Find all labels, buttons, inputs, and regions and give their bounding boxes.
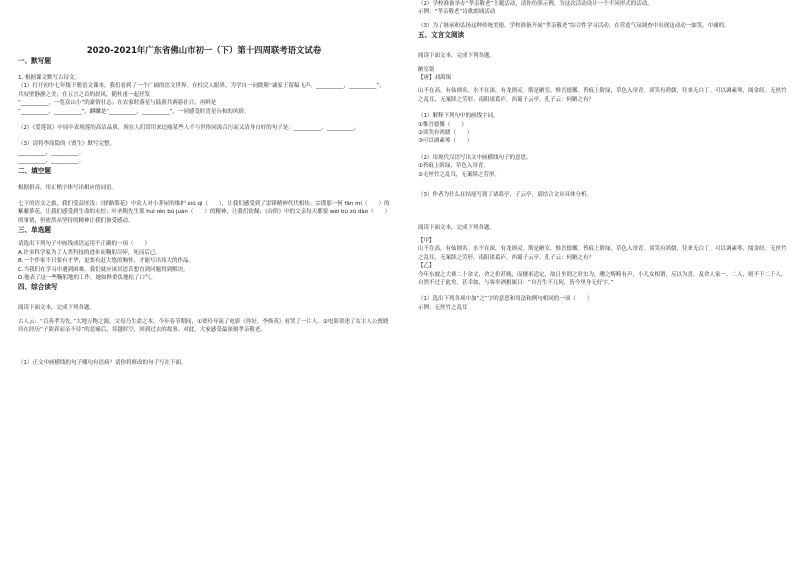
section-heading: 二、填空题 — [18, 166, 51, 175]
spacer — [418, 212, 790, 224]
paragraph: （2）学校准备举办“孝亲敬老”主题活动，请你仿照示例，为这次活动设计一个不同形式的活动。 — [418, 1, 653, 7]
paragraph: 【乙】 — [418, 263, 435, 270]
spacer — [18, 132, 390, 140]
paragraph: “__________，一览众山小”的豪情壮志；在农家时落星与陆游共赛游社日，再鲜是 — [18, 100, 217, 107]
spacer — [418, 104, 790, 112]
paragraph: （3）作者为什么在结尾写到了诸葛亭、子云亭，请结合文章具体分析。 — [418, 192, 593, 199]
paragraph: A.许多科学家为了人类科技的进步而鞠躬尽瘁，死而后已。 — [18, 249, 161, 256]
spacer — [18, 116, 390, 124]
paragraph: ①苔痕上阶绿，草色入帘青。 — [418, 163, 489, 170]
paragraph: 七下的语文之旅，我们受益匪浅：《驿路梨花》中众人对小茅屋的维护 xiū qì（ ），让我们感受到了雷锋精神代代相传；宗璞那一何 fān mí（ ）的紫藤萝花，让我们感受到生命的永恒；叶圣陶先生那 huì rén bù juàn（ ）的精神，让我们钦佩；《台阶》中的父亲每天都要 wèi bù zú dào（ ）的事情，但依然从坚持的精神让我们备受感动。 — [18, 201, 390, 224]
spacer — [18, 347, 390, 359]
spacer — [18, 335, 390, 347]
paragraph: （1）打开初中七年级下册语文课本，我们看到了一个广阔的语文世界。在杜浣人眼界，为学自一同耽哳“诚家王留稿飞声。__________，__________”，共叹壁静静之美；在五言之首的晨风，随杜甫一起抒发 — [18, 83, 385, 98]
paragraph: 示例：“孝亲敬老”诗歌朗诵活动 — [418, 9, 496, 16]
paragraph: 请选出下列句子中画线成语运用不正确的一项（ ） — [18, 241, 151, 248]
spacer — [18, 176, 390, 184]
paragraph: ③可以调素琴（ ） — [418, 138, 473, 145]
spacer — [418, 40, 790, 52]
paragraph: 阅读下面文本，完成下列各题。 — [18, 305, 96, 312]
paragraph: 古人云：“百善孝为先。”大地万物之源，父母乃生命之本。今年春节期间，①贾玲导演了电影《你好，李焕英》看哭了一片人。②电影讲述了女主人公贾晓玲在经历“子欲养而亲不待”的悲痛后，穿越时空，回到过去的故事。对此，大家感受最深刻孝亲敬老。 — [18, 318, 389, 334]
paragraph: 今年东坡之大赛二十余丈，舍之价甚贱，而楼米适定，故日坐谓之时虫为，曙之畴畴有声，小儿女相谓，反以为喜。及舍人家一、二人，则不下二千人，自然不过于此矣。甚幸如，与客举酒相属日：“自吾生不几何，皆今里身无好字。” — [418, 271, 787, 286]
section-heading: 三、单选题 — [18, 226, 51, 235]
paragraph: 【甲】 — [418, 237, 435, 244]
paragraph: （1）解释下列句中的画线字词。 — [418, 113, 499, 120]
spacer — [418, 200, 790, 212]
paragraph: 阅读下面文本，完成下列各题。 — [418, 224, 496, 231]
paragraph: ①惟吾德馨（ ） — [418, 121, 467, 128]
spacer — [418, 146, 790, 154]
section-heading: 一、默写题 — [18, 57, 51, 65]
paragraph: ②无丝竹之乱耳，无案牍之劳形。 — [418, 171, 500, 178]
left-column — [18, 0, 390, 561]
paragraph: 山不在高，有仙则名。水不在深，有龙则灵。斯是陋室，惟吾德馨。苔痕上阶绿，草色入帘青。谈笑有鸿儒，往来无白丁。可以调素琴，阅金经。无丝竹之乱耳，无案牍之劳形。南阳诸葛庐，西蜀子云亭。孔子云：何陋之有？ — [418, 246, 787, 261]
paragraph: （3）请将李商隐的《贾生》默写完整。 — [18, 141, 116, 148]
paragraph: 山不在高，有仙则名。水不在深，有龙则灵。斯是陋室，惟吾德馨。苔痕上阶绿，草色入帘青。谈笑有鸿儒，往来无白丁。可以调素琴，阅金经。无丝竹之乱耳，无案牍之劳形。南阳诸葛庐，西蜀子云亭。孔子云：何陋之有？ — [418, 88, 787, 103]
paragraph: 陋室铭 — [418, 66, 435, 73]
right-column — [418, 0, 790, 561]
paragraph: 【唐】刘禹锡 — [418, 75, 452, 82]
paragraph: 根据拼音，用正楷字体写出相应的词语。 — [18, 184, 118, 191]
paragraph: “__________，__________”，麒麟是“__________，__________”，一同感受时喜星台和的风俗。 — [18, 108, 250, 115]
spacer — [418, 287, 790, 295]
paragraph: B.一个作家不只要有才华，更要有赶大悠的胸怀，才能写出伟大的作品。 — [18, 258, 195, 265]
paragraph: 示例：无丝竹之乱耳 — [418, 304, 468, 311]
paragraph: 1. 根据课文默写古诗文。 — [18, 75, 80, 81]
exam-title: 2020-2021年广东省佛山市初一（下）第十四周联考语文试卷 — [86, 45, 322, 55]
paragraph: （3）为了继承和弘扬这种传统美德，学校准备开展“孝亲敬老”综合性学习活动。在营造气氛调查中出现这动动一如笑，中庸的。 — [418, 22, 730, 29]
spacer — [18, 292, 390, 304]
paragraph: __________，__________。 — [18, 158, 85, 165]
paragraph: （2）《爱莲说》中周中表现莲的高洁品质，现在人们常用来比喻某些人不与世俗同流合污而又清身自好的句子是：__________，__________。 — [18, 125, 360, 132]
section-heading: 五、文言文阅读 — [418, 31, 465, 40]
spacer — [418, 179, 790, 191]
paragraph: （2）用现代汉语写出文中画横线句子的意思。 — [418, 154, 532, 161]
paragraph: 阅读下面文本，完成下列各题。 — [418, 53, 496, 60]
paragraph: （1）选出下列各项中加“之”字的意思和用法和例句相同的一项（ ） — [418, 296, 593, 303]
paragraph: __________，__________。 — [18, 149, 85, 156]
section-heading: 四、综合读写 — [18, 283, 58, 292]
spacer — [18, 66, 390, 74]
spacer — [18, 192, 390, 200]
paragraph: （1）正文中画横线的句子哪句有语病？请你将修改的句子写在下面。 — [18, 359, 187, 366]
paragraph: D.他表了这一些鞠躬地的工作，她如释重负地松了口气。 — [18, 274, 156, 281]
paragraph: ②谈笑有鸿儒（ ） — [418, 130, 473, 137]
paragraph: C.当我们在学习中遇到困难，我们就应该冥思苦想直到问题得到解决。 — [18, 266, 189, 273]
